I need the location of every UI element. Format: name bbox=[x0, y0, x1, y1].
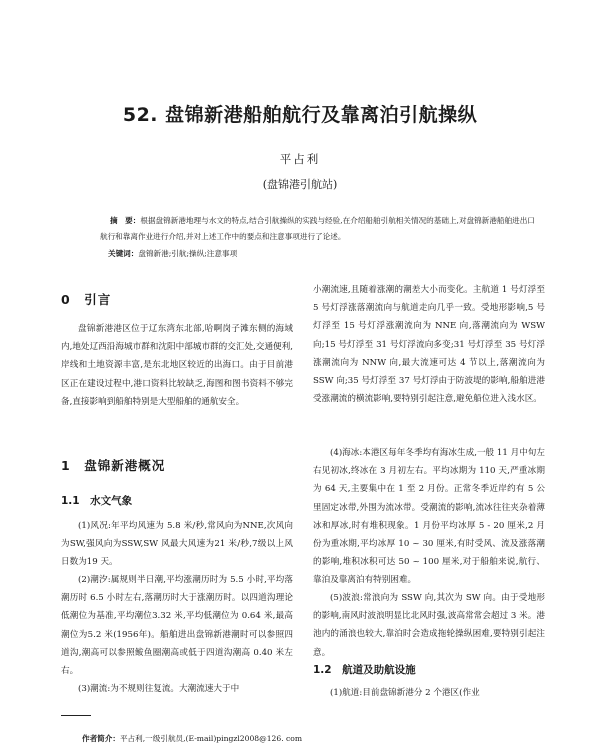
abstract-label: 摘 要： bbox=[110, 216, 141, 225]
abstract bbox=[100, 213, 536, 245]
author-affiliation: (盘锦港引航站) bbox=[262, 178, 338, 191]
channel-paragraph: (1)航道:目前盘锦新港分 2 个港区(作业 bbox=[330, 688, 480, 698]
current-paragraph-continued: 小潮流速,且随着涨潮的潮差大小而变化。主航道 1 号灯浮至 5 号灯浮涨落潮流向与航道走向几乎一致。受地形影响,5 号灯浮至 15 号灯浮涨潮流向为 NNE 向,落潮流向为 WSW 向;15 号灯浮至 31 号灯浮流向多变;31 号灯浮至 35 号灯浮涨潮流向为 NNW 向,最大流速可达 4 节以上,落潮流向为 SSW 向;35 号灯浮至 37 号灯浮由于防波堤的影响,船舶进港受涨潮流的横流影响,要特别引起注意,避免船位进入浅水区。 bbox=[313, 285, 545, 405]
abstract-text: 根据盘锦新港地理与水文的特点,结合引航操纵的实践与经验,在介绍船舶引航相关情况的基础上,对盘锦新港船舶进出口航行和靠离作业进行介绍,并对上述工作中的要点和注意事项进行了论述。 bbox=[100, 216, 535, 241]
tide-paragraph: (2)潮汐:属规则半日潮,平均涨潮历时为 5.5 小时,平均落潮历时 6.5 小时左右,落潮历时大于涨潮历时。以四道沟理论低潮位为基准,平均潮位3.32 米,平均低潮位为 0.64 米,最高潮位为5.2 米(1956年)。船舶进出盘锦新港潮时可以参照四道沟,潮高可以参照鲅鱼圈潮高或低于四道沟潮高 0.40 米左右。 bbox=[61, 575, 293, 677]
footnote-label: 作者简介： bbox=[82, 734, 120, 743]
author-name: 平占利 bbox=[279, 152, 321, 166]
keywords bbox=[108, 246, 538, 262]
keywords-label: 关键词： bbox=[108, 249, 139, 258]
footnote-rule bbox=[61, 715, 91, 716]
wave-paragraph: (5)波浪:常浪向为 SSW 向,其次为 SW 向。由于受地形的影响,南风时波浪明显比北风时强,波高常常会超过 3 米。港池内的涌浪也较大,靠泊时会造成拖轮操纵困难,要特别引起注意。 bbox=[313, 593, 545, 658]
wind-paragraph: (1)风况:年平均风速为 5.8 米/秒,常风向为NNE,次风向为SW,强风向为SSW,SW 风最大风速为21 米/秒,7级以上风日数为19 天。 bbox=[61, 521, 293, 568]
footnote bbox=[82, 733, 582, 744]
intro-paragraph: 盘锦新港港区位于辽东湾东北部,哈啊岗子滩东侧的海域内,地处辽西沿海城市群和沈阳中部城市群的交汇处,交通便利,岸线和土地资源丰富,是东北地区较近的出海口。由于目前港区正在建设过程中,港口资料比较缺乏,海图和图书资料不够完备,直接影响到船舶特别是大型船舶的通航安全。 bbox=[61, 324, 293, 407]
section-1-heading: 1 盘锦新港概况 bbox=[61, 458, 166, 473]
section-1-2-heading: 1.2 航道及助航设施 bbox=[313, 664, 416, 676]
ice-paragraph: (4)海冰:本港区每年冬季均有海冰生成,一般 11 月中旬左右见初冰,终冰在 3 月初左右。平均冰期为 110 天,严重冰期为 64 天,主要集中在 1 至 2 月份。正常冬季近岸约有 5 公里固定冰带,外围为流冰带。受潮流的影响,流冰往往夹杂着薄冰和厚冰,时有堆积现象。1 月份平均冰厚 5 - 20 厘米,2 月份为重冰期,平均冰厚 10 ~ 30 厘米,有时受风、流及涨落潮的影响,堆积冰积可达 50 ~ 100 厘米,对于船舶来说,航行、靠泊及靠离泊有特别困难。 bbox=[313, 448, 545, 586]
current-paragraph-start: (3)潮流:为不规则往复流。大潮流速大于中 bbox=[78, 684, 240, 694]
section-1-1-heading: 1.1 水文气象 bbox=[61, 495, 133, 507]
intro-heading: 0 引言 bbox=[61, 292, 112, 307]
paper-title: 52. 盘锦新港船舶航行及靠离泊引航操纵 bbox=[122, 104, 478, 126]
footnote-text: 平占利,一级引航员,(E-mail)pingzl2008@126. com bbox=[119, 734, 303, 743]
keywords-text: 盘锦新港;引航;操纵;注意事项 bbox=[138, 249, 238, 258]
